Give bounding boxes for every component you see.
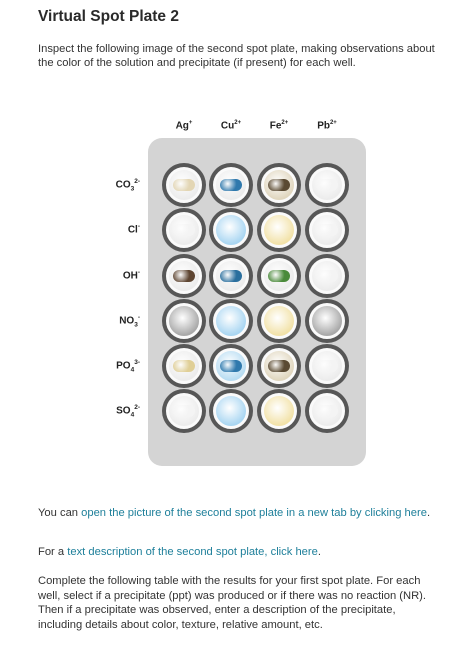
open-picture-link[interactable]: open the picture of the second spot plate in a new tab by clicking here	[81, 507, 427, 519]
row-header-no3: $NO_3^-$	[119, 314, 140, 329]
well-so4-cu	[209, 389, 253, 433]
well-solution	[309, 303, 345, 339]
text-description-prefix: For a	[38, 546, 68, 558]
column-header-pb: $Pb^{2+}$	[317, 120, 337, 132]
row-header-co3: $CO_3^{2-}$	[115, 178, 140, 193]
well-co3-pb	[305, 163, 349, 207]
precipitate	[316, 405, 338, 417]
well-co3-fe	[257, 163, 301, 207]
well-po4-ag	[162, 344, 206, 388]
column-header-ag: Ag+	[175, 120, 193, 132]
well-oh-pb	[305, 254, 349, 298]
well-solution	[261, 258, 297, 294]
precipitate	[173, 270, 195, 282]
precipitate	[316, 179, 338, 191]
spot-plate-figure	[0, 110, 474, 480]
well-solution	[213, 348, 249, 384]
spot-plate	[148, 138, 366, 466]
well-solution	[261, 348, 297, 384]
precipitate	[316, 224, 338, 236]
column-header-fe: $Fe^{2+}$	[269, 120, 289, 132]
well-solution	[261, 212, 297, 248]
precipitate	[173, 179, 195, 191]
well-solution	[309, 348, 345, 384]
well-solution	[166, 303, 202, 339]
well-so4-ag	[162, 389, 206, 433]
well-so4-fe	[257, 389, 301, 433]
precipitate	[220, 179, 242, 191]
row-header-cl: Cl-	[127, 223, 140, 236]
open-picture-paragraph	[38, 506, 438, 521]
precipitate	[268, 270, 290, 282]
well-solution	[213, 258, 249, 294]
precipitate	[220, 270, 242, 282]
well-solution	[213, 393, 249, 429]
open-picture-suffix: .	[426, 507, 431, 519]
text-description-suffix: .	[317, 546, 321, 558]
well-oh-fe	[257, 254, 301, 298]
well-oh-cu	[209, 254, 253, 298]
well-oh-ag	[162, 254, 206, 298]
well-no3-pb	[305, 299, 349, 343]
page-title: Virtual Spot Plate 2	[38, 8, 179, 25]
row-header-po4: $PO_4^{3-}$	[116, 359, 140, 374]
text-description-paragraph	[38, 545, 438, 560]
intro-text: Inspect the following image of the second spot plate, making observations about the color of the solution and precipitate (if present) for each well.	[38, 43, 435, 69]
well-cl-fe	[257, 208, 301, 252]
well-po4-pb	[305, 344, 349, 388]
well-solution	[309, 167, 345, 203]
precipitate	[173, 360, 195, 372]
well-solution	[261, 393, 297, 429]
well-solution	[309, 212, 345, 248]
instructions-text: Complete the following table with the results for your first spot plate. For each well, select if a precipitate (ppt) was produced or if there was no reaction (NR). Then if a precipitate was observed, enter a description of the precipitate, including details about color, texture, relative amount, etc.	[38, 575, 427, 631]
well-po4-cu	[209, 344, 253, 388]
well-solution	[166, 212, 202, 248]
well-solution	[166, 393, 202, 429]
well-po4-fe	[257, 344, 301, 388]
well-no3-ag	[162, 299, 206, 343]
text-description-link[interactable]: text description of the second spot plate, click here	[67, 546, 318, 558]
well-solution	[309, 393, 345, 429]
precipitate	[268, 360, 290, 372]
well-cl-ag	[162, 208, 206, 252]
well-no3-cu	[209, 299, 253, 343]
well-so4-pb	[305, 389, 349, 433]
well-solution	[261, 303, 297, 339]
well-solution	[213, 303, 249, 339]
precipitate	[220, 360, 242, 372]
well-solution	[166, 167, 202, 203]
well-solution	[166, 348, 202, 384]
row-header-oh: OH-	[122, 269, 140, 282]
well-co3-ag	[162, 163, 206, 207]
precipitate	[268, 179, 290, 191]
well-solution	[213, 167, 249, 203]
precipitate	[316, 360, 338, 372]
well-no3-fe	[257, 299, 301, 343]
well-solution	[166, 258, 202, 294]
well-solution	[213, 212, 249, 248]
well-co3-cu	[209, 163, 253, 207]
precipitate	[173, 224, 195, 236]
precipitate	[316, 270, 338, 282]
well-cl-pb	[305, 208, 349, 252]
well-solution	[309, 258, 345, 294]
precipitate	[173, 405, 195, 417]
column-header-cu: $Cu^{2+}$	[220, 120, 242, 132]
well-cl-cu	[209, 208, 253, 252]
open-picture-prefix: You can	[38, 507, 82, 519]
row-header-so4: $SO_4^{2-}$	[116, 404, 140, 419]
well-solution	[261, 167, 297, 203]
